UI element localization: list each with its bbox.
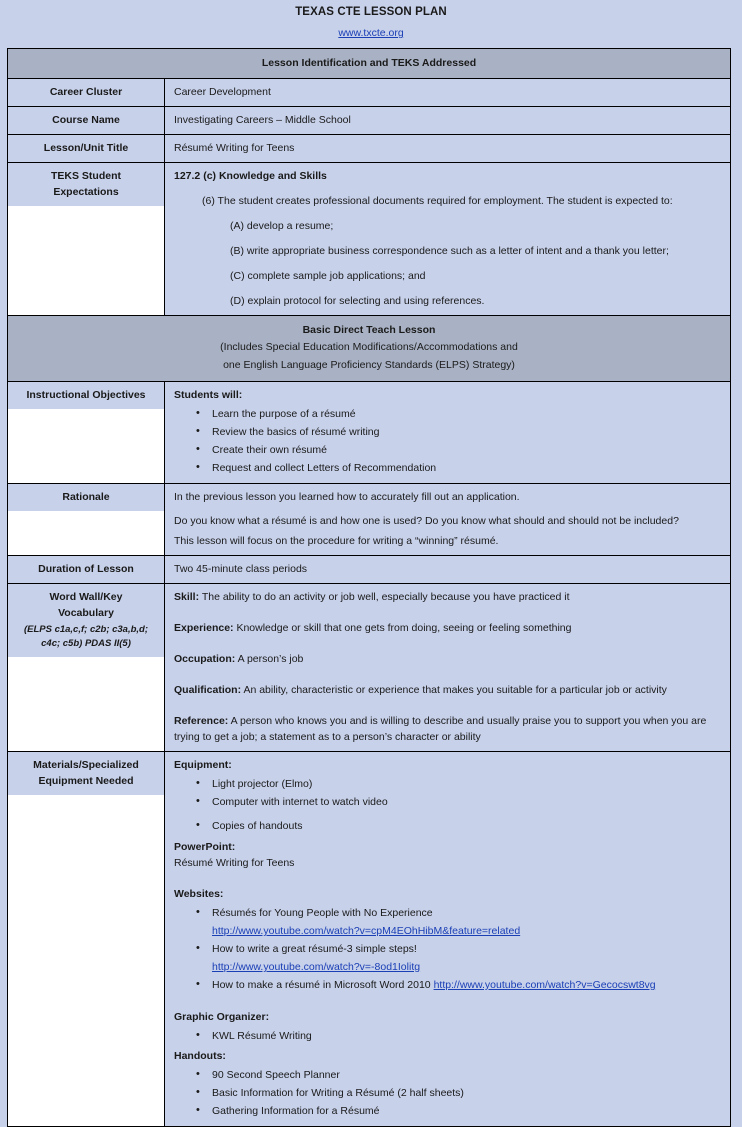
value-career-cluster: Career Development (174, 86, 271, 98)
document-header (0, 0, 742, 48)
content-cell-materials (165, 752, 731, 1127)
website-link-2[interactable]: http://www.youtube.com/watch?v=-8od1Iolitg (212, 961, 421, 973)
section-band-row-identification (8, 49, 731, 79)
band-direct-teach-sub-1: (Includes Special Education Modifications/Accommodations and (220, 341, 518, 353)
graphic-organizer-heading: Graphic Organizer: (174, 1011, 270, 1023)
label-materials-line-1: Materials/Specialized (33, 759, 139, 771)
label-course-name: Course Name (8, 107, 164, 134)
band-direct-teach-title: Basic Direct Teach Lesson (302, 324, 436, 336)
table-row-career-cluster (8, 79, 731, 107)
list-item: • Basic Information for Writing a Résumé (2 half sheets) (196, 1084, 721, 1102)
list-item: • Learn the purpose of a résumé (196, 405, 721, 423)
label-instructional-objectives: Instructional Objectives (8, 382, 164, 409)
websites-heading: Websites: (174, 888, 224, 900)
label-cell-career-cluster (8, 79, 165, 107)
header-link-wrap (0, 25, 742, 40)
vocab-term-experience-label: Experience: (174, 622, 234, 634)
list-item (196, 904, 721, 940)
rationale-paragraph-2: Do you know what a résumé is and how one is used? Do you know what should and should not be included? (174, 515, 679, 527)
label-cell-word-wall (8, 584, 165, 752)
vocab-term-reference-definition: A person who knows you and is willing to describe and usually praise you to support you when you are trying to get a job; a statement as to a person’s character or ability (174, 715, 707, 743)
content-cell-career-cluster (165, 79, 731, 107)
table-row-rationale (8, 484, 731, 556)
txcte-website-link[interactable]: www.txcte.org (338, 27, 404, 39)
list-item: • Computer with internet to watch video (196, 793, 721, 811)
website-title-3: How to make a résumé in Microsoft Word 2010 (212, 979, 434, 991)
label-word-wall-line-2: Vocabulary (58, 607, 114, 619)
vocab-term-skill (174, 589, 721, 605)
label-career-cluster: Career Cluster (8, 79, 164, 106)
content-cell-course-name (165, 107, 731, 135)
label-rationale: Rationale (8, 484, 164, 511)
content-cell-word-wall (165, 584, 731, 752)
value-course-name: Investigating Careers – Middle School (174, 114, 351, 126)
graphic-organizer-list (174, 1027, 721, 1045)
table-row-lesson-unit-title (8, 135, 731, 163)
vocab-term-occupation-definition: A person’s job (237, 653, 304, 665)
vocab-term-skill-label: Skill: (174, 591, 200, 603)
table-row-duration (8, 556, 731, 584)
label-cell-teks-expectations (8, 163, 165, 316)
teks-item-d: (D) explain protocol for selecting and using references. (230, 295, 485, 307)
website-title-2: How to write a great résumé-3 simple steps! (212, 943, 417, 955)
section-band-row-direct-teach (8, 316, 731, 382)
objectives-list (174, 405, 721, 477)
vocab-term-occupation-label: Occupation: (174, 653, 236, 665)
website-title-1: Résumés for Young People with No Experience (212, 907, 433, 919)
list-item: • Review the basics of résumé writing (196, 423, 721, 441)
list-item (196, 976, 721, 994)
table-row-course-name (8, 107, 731, 135)
label-cell-rationale (8, 484, 165, 556)
list-item: • Light projector (Elmo) (196, 775, 721, 793)
label-cell-lesson-unit-title (8, 135, 165, 163)
label-materials-line-2: Equipment Needed (38, 775, 134, 787)
label-word-wall (8, 584, 164, 657)
table-row-word-wall (8, 584, 731, 752)
handouts-heading: Handouts: (174, 1050, 226, 1062)
powerpoint-value: Résumé Writing for Teens (174, 857, 295, 869)
content-cell-teks-expectations (165, 163, 731, 316)
teks-item-c: (C) complete sample job applications; and (230, 270, 426, 282)
label-materials (8, 752, 164, 795)
table-row-teks-expectations (8, 163, 731, 316)
list-item (196, 940, 721, 976)
label-duration: Duration of Lesson (8, 556, 164, 583)
table-row-materials (8, 752, 731, 1127)
vocab-term-reference-label: Reference: (174, 715, 229, 727)
vocab-term-qualification-definition: An ability, characteristic or experience that makes you suitable for a particular job or activity (243, 684, 667, 696)
list-item: • Copies of handouts (196, 817, 721, 835)
handouts-list (174, 1066, 721, 1120)
value-lesson-unit-title: Résumé Writing for Teens (174, 142, 295, 154)
page-title: TEXAS CTE LESSON PLAN (295, 6, 447, 18)
content-cell-instructional-objectives (165, 382, 731, 484)
websites-list (174, 904, 721, 994)
label-cell-duration (8, 556, 165, 584)
label-teks-line-2: Expectations (53, 186, 119, 198)
label-teks-line-1: TEKS Student (51, 170, 121, 182)
list-item: • Gathering Information for a Résumé (196, 1102, 721, 1120)
lesson-plan-table (7, 48, 731, 1127)
list-item: • KWL Résumé Writing (196, 1027, 721, 1045)
website-link-1[interactable]: http://www.youtube.com/watch?v=cpM4EOhHibM&feature=related (212, 925, 521, 937)
teks-item-b: (B) write appropriate business correspondence such as a letter of intent and a thank you letter; (230, 245, 669, 257)
vocab-term-qualification (174, 682, 721, 698)
powerpoint-heading: PowerPoint: (174, 841, 236, 853)
vocab-term-occupation (174, 651, 721, 667)
content-cell-rationale (165, 484, 731, 556)
teks-heading: 127.2 (c) Knowledge and Skills (174, 170, 327, 182)
band-direct-teach (8, 316, 731, 382)
label-cell-materials (8, 752, 165, 1127)
vocab-term-skill-definition: The ability to do an activity or job well, especially because you have practiced it (201, 591, 570, 603)
label-teks-expectations (8, 163, 164, 206)
equipment-heading: Equipment: (174, 759, 232, 771)
label-word-wall-elps: (ELPS c1a,c,f; c2b; c3a,b,d; c4c; c5b) PDAS II(5) (23, 624, 149, 649)
vocab-term-experience (174, 620, 721, 636)
list-item: • Request and collect Letters of Recommendation (196, 459, 721, 477)
table-row-instructional-objectives (8, 382, 731, 484)
label-word-wall-line-1: Word Wall/Key (49, 591, 123, 603)
website-link-3[interactable]: http://www.youtube.com/watch?v=Gecocswt8vg (433, 979, 656, 991)
vocab-term-qualification-label: Qualification: (174, 684, 242, 696)
band-identification (8, 49, 731, 79)
content-cell-lesson-unit-title (165, 135, 731, 163)
band-direct-teach-sub-2: one English Language Proficiency Standards (ELPS) Strategy) (223, 359, 515, 371)
list-item: • Create their own résumé (196, 441, 721, 459)
vocab-term-experience-definition: Knowledge or skill that one gets from doing, seeing or feeling something (236, 622, 572, 634)
list-item: • 90 Second Speech Planner (196, 1066, 721, 1084)
vocab-term-reference (174, 713, 721, 745)
rationale-paragraph-3: This lesson will focus on the procedure for writing a “winning” résumé. (174, 535, 499, 547)
band-identification-title: Lesson Identification and TEKS Addressed (261, 57, 477, 69)
objectives-heading: Students will: (174, 389, 243, 401)
equipment-list (174, 775, 721, 835)
rationale-paragraph-1: In the previous lesson you learned how to accurately fill out an application. (174, 491, 520, 503)
label-cell-instructional-objectives (8, 382, 165, 484)
teks-item-a: (A) develop a resume; (230, 220, 334, 232)
label-lesson-unit-title: Lesson/Unit Title (8, 135, 164, 162)
teks-intro: (6) The student creates professional documents required for employment. The student is expected to: (202, 195, 673, 207)
value-duration: Two 45-minute class periods (174, 563, 308, 575)
content-cell-duration (165, 556, 731, 584)
label-cell-course-name (8, 107, 165, 135)
